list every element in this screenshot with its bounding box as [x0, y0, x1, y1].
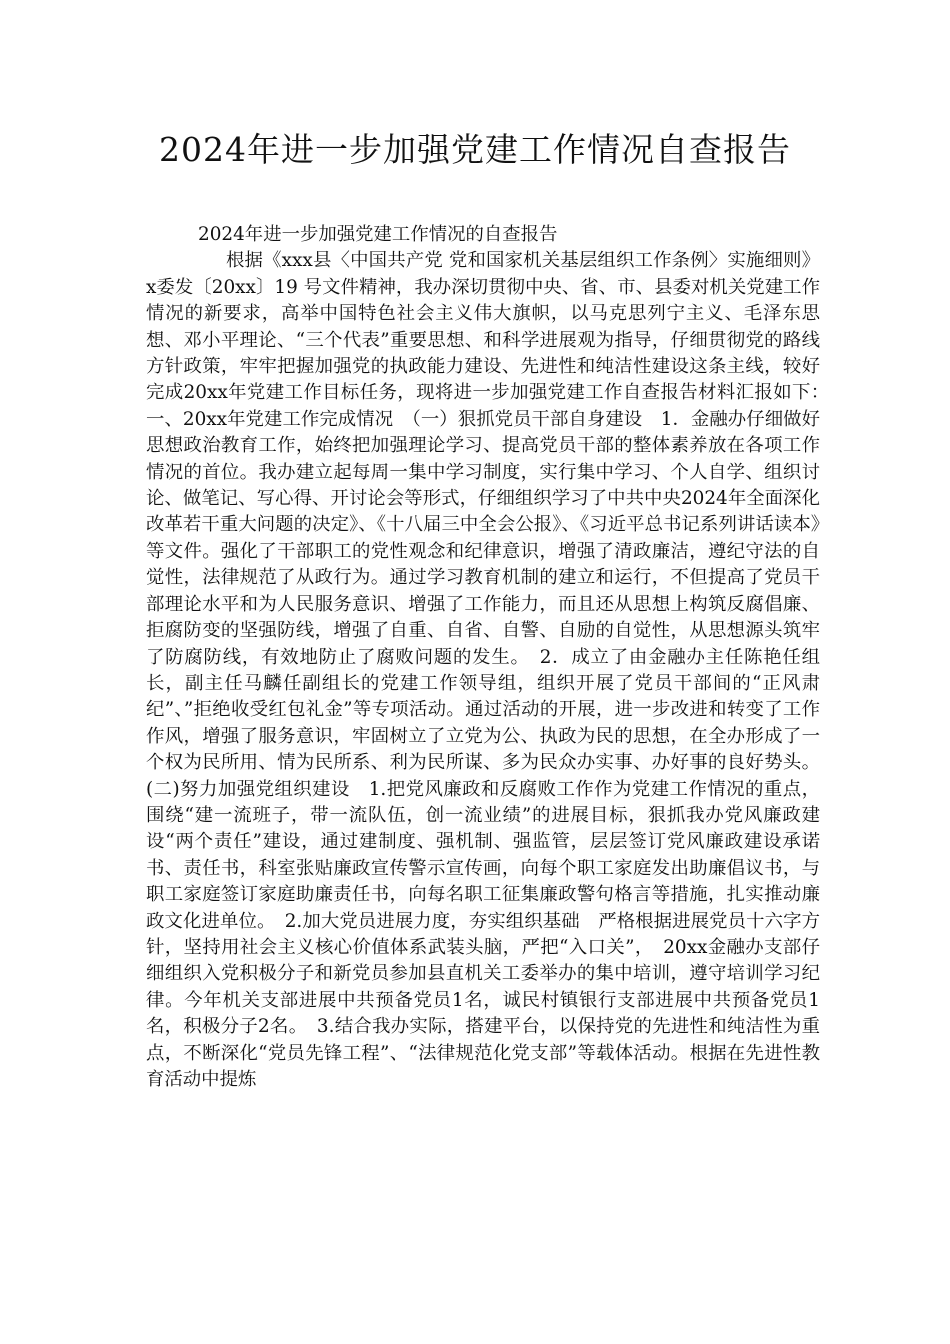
document-body — [146, 222, 857, 1093]
body-paragraph: 根据《xxx县〈中国共产党 党和国家机关基层组织工作条例〉实施细则》x委发〔20xx〕19 号文件精神，我办深切贯彻中央、省、市、县委对机关党建工作情况的新要求，高举中国特色社会主义伟大旗帜，以马克思列宁主义、毛泽东思想、邓小平理论、“三个代表”重要思想、和科学进展观为指导，仔细贯彻党的路线方针政策，牢牢把握加强党的执政能力建设、先进性和纯洁性建设这条主线，较好完成20xx年党建工作目标任务，现将进一步加强党建工作自查报告材料汇报如下： 一、20xx年党建工作完成情况 （一）狠抓党员干部自身建设 1．金融办仔细做好思想政治教育工作，始终把加强理论学习、提高党员干部的整体素养放在各项工作情况的首位。我办建立起每周一集中学习制度，实行集中学习、个人自学、组织讨论、做笔记、写心得、开讨论会等形式，仔细组织学习了中共中央2024年全面深化改革若干重大问题的决定》、《十八届三中全会公报》、《习近平总书记系列讲话读本》等文件。强化了干部职工的党性观念和纪律意识，增强了清政廉洁，遵纪守法的自觉性，法律规范了从政行为。通过学习教育机制的建立和运行，不但提高了党员干部理论水平和为人民服务意识、增强了工作能力，而且还从思想上构筑反腐倡廉、拒腐防变的坚强防线，增强了自重、自省、自警、自励的自觉性，从思想源头筑牢了防腐防线，有效地防止了腐败问题的发生。 2．成立了由金融办主任陈艳任组长，副主任马麟任副组长的党建工作领导组，组织开展了党员干部间的“正风肃纪”、”拒绝收受红包礼金”等专项活动。通过活动的开展，进一步改进和转变了工作作风，增强了服务意识，牢固树立了立党为公、执政为民的思想，在全办形成了一个权为民所用、情为民所系、利为民所谋、多为民众办实事、办好事的良好势头。(二)努力加强党组织建设 1.把党风廉政和反腐败工作作为党建工作情况的重点，围绕“建一流班子，带一流队伍，创一流业绩”的进展目标，狠抓我办党风廉政建设“两个责任”建设，通过建制度、强机制、强监管，层层签订党风廉政建设承诺书、责任书，科室张贴廉政宣传警示宣传画，向每个职工家庭发出助廉倡议书，与职工家庭签订家庭助廉责任书，向每名职工征集廉政警句格言等措施，扎实推动廉政文化进单位。 2.加大党员进展力度，夯实组织基础 严格根据进展党员十六字方针，坚持用社会主义核心价值体系武装头脑，严把“入口关”， 20xx金融办支部仔细组织入党积极分子和新党员参加县直机关工委举办的集中培训，遵守培训学习纪律。今年机关支部进展中共预备党员1名，诚民村镇银行支部进展中共预备党员1名，积极分子2名。 3.结合我办实际，搭建平台，以保持党的先进性和纯洁性为重点，不断深化“党员先锋工程”、“法律规范化党支部”等载体活动。根据在先进性教育活动中提炼 — [146, 250, 857, 1090]
document-title: 2024年进一步加强党建工作情况自查报告 — [159, 130, 791, 169]
document-subtitle: 2024年进一步加强党建工作情况的自查报告 — [198, 224, 558, 245]
